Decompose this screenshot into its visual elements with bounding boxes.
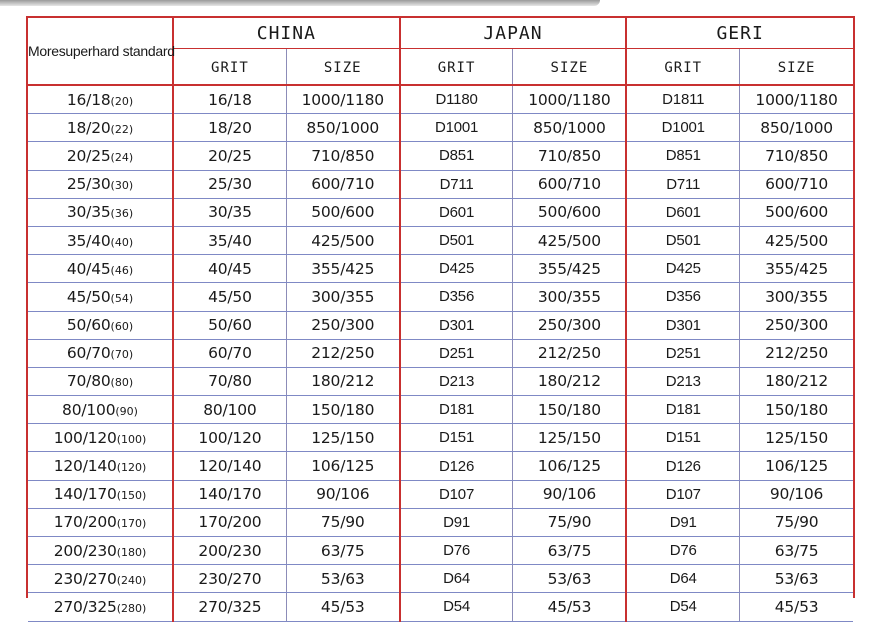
table-row [28, 85, 853, 114]
standard-equivalent: (240) [116, 573, 147, 587]
china-grit-cell: 140/170 [173, 480, 286, 508]
japan-grit-cell: D356 [400, 283, 513, 311]
standard-equivalent: (180) [116, 545, 147, 559]
geri-size-cell: 250/300 [740, 311, 853, 339]
table-row [28, 508, 853, 536]
japan-grit-cell: D64 [400, 565, 513, 593]
geri-size-cell: 75/90 [740, 508, 853, 536]
japan-size-cell: 106/125 [513, 452, 626, 480]
geri-grit-cell: D76 [626, 537, 739, 565]
china-size-cell: 180/212 [286, 367, 399, 395]
standard-header: Moresuperhard standard [28, 18, 173, 85]
geri-size-cell: 180/212 [740, 367, 853, 395]
standard-equivalent: (280) [116, 601, 147, 615]
japan-grit-cell: D213 [400, 367, 513, 395]
standard-equivalent: (40) [110, 235, 134, 249]
standard-equivalent: (150) [116, 489, 147, 503]
japan-grit-cell: D301 [400, 311, 513, 339]
standard-cell [28, 537, 173, 565]
china-size-cell: 300/355 [286, 283, 399, 311]
table-row [28, 565, 853, 593]
table-row [28, 114, 853, 142]
standard-value: 200/230 [53, 541, 117, 560]
china-size-cell: 45/53 [286, 593, 399, 621]
standard-equivalent: (20) [110, 94, 134, 108]
standard-value: 50/60 [66, 316, 111, 335]
standard-cell [28, 142, 173, 170]
table-row [28, 452, 853, 480]
table-row [28, 226, 853, 254]
geri-size-cell: 90/106 [740, 480, 853, 508]
standard-equivalent: (100) [116, 432, 147, 446]
standard-cell [28, 255, 173, 283]
japan-grit-cell: D425 [400, 255, 513, 283]
china-grit-cell: 30/35 [173, 198, 286, 226]
japan-grit-cell: D181 [400, 396, 513, 424]
standard-cell [28, 85, 173, 114]
geri-grit-cell: D151 [626, 424, 739, 452]
standard-equivalent: (24) [110, 150, 134, 164]
china-grit-cell: 120/140 [173, 452, 286, 480]
geri-size-header: SIZE [740, 49, 853, 86]
china-grit-header: GRIT [173, 49, 286, 86]
geri-size-cell: 63/75 [740, 537, 853, 565]
standard-equivalent: (80) [110, 376, 134, 390]
standard-value: 18/20 [66, 118, 111, 137]
standard-value: 70/80 [66, 372, 111, 391]
standard-value: 25/30 [66, 175, 111, 194]
geri-grit-cell: D425 [626, 255, 739, 283]
table-row [28, 593, 853, 621]
japan-grit-cell: D851 [400, 142, 513, 170]
standard-value: 30/35 [66, 203, 111, 222]
geri-size-cell: 150/180 [740, 396, 853, 424]
top-shadow [0, 0, 600, 6]
standard-value: 45/50 [66, 287, 111, 306]
standard-value: 40/45 [66, 259, 111, 278]
standard-cell [28, 367, 173, 395]
standard-cell [28, 170, 173, 198]
geri-grit-cell: D851 [626, 142, 739, 170]
japan-grit-cell: D76 [400, 537, 513, 565]
standard-cell [28, 226, 173, 254]
geri-grit-cell: D64 [626, 565, 739, 593]
standard-cell [28, 593, 173, 621]
geri-size-cell: 1000/1180 [740, 85, 853, 114]
standard-equivalent: (170) [116, 517, 147, 531]
geri-grit-cell: D1001 [626, 114, 739, 142]
standard-value: 35/40 [66, 231, 111, 250]
table-row [28, 480, 853, 508]
standard-cell [28, 283, 173, 311]
japan-grit-cell: D54 [400, 593, 513, 621]
standard-cell [28, 565, 173, 593]
japan-grit-cell: D107 [400, 480, 513, 508]
grit-size-table-frame [26, 16, 855, 616]
geri-grit-cell: D301 [626, 311, 739, 339]
japan-size-cell: 150/180 [513, 396, 626, 424]
china-grit-cell: 35/40 [173, 226, 286, 254]
japan-grit-cell: D501 [400, 226, 513, 254]
china-size-cell: 63/75 [286, 537, 399, 565]
geri-grit-cell: D601 [626, 198, 739, 226]
china-size-cell: 710/850 [286, 142, 399, 170]
china-size-cell: 75/90 [286, 508, 399, 536]
china-grit-cell: 230/270 [173, 565, 286, 593]
japan-size-cell: 355/425 [513, 255, 626, 283]
china-size-cell: 150/180 [286, 396, 399, 424]
china-size-cell: 355/425 [286, 255, 399, 283]
standard-cell [28, 198, 173, 226]
china-size-header: SIZE [286, 49, 399, 86]
standard-equivalent: (22) [110, 122, 134, 136]
geri-grit-cell: D1811 [626, 85, 739, 114]
china-grit-cell: 80/100 [173, 396, 286, 424]
geri-grit-cell: D711 [626, 170, 739, 198]
standard-equivalent: (30) [110, 179, 134, 193]
japan-grit-cell: D1180 [400, 85, 513, 114]
japan-grit-cell: D91 [400, 508, 513, 536]
china-grit-cell: 200/230 [173, 537, 286, 565]
china-grit-cell: 270/325 [173, 593, 286, 621]
japan-size-cell: 75/90 [513, 508, 626, 536]
geri-grit-cell: D501 [626, 226, 739, 254]
japan-size-cell: 600/710 [513, 170, 626, 198]
geri-size-cell: 425/500 [740, 226, 853, 254]
china-size-cell: 125/150 [286, 424, 399, 452]
standard-equivalent: (120) [116, 461, 147, 475]
geri-size-cell: 53/63 [740, 565, 853, 593]
standard-cell [28, 311, 173, 339]
geri-size-cell: 125/150 [740, 424, 853, 452]
table-row [28, 367, 853, 395]
standard-value: 120/140 [53, 457, 117, 476]
geri-header: GERI [626, 18, 853, 49]
japan-grit-cell: D601 [400, 198, 513, 226]
china-size-cell: 90/106 [286, 480, 399, 508]
geri-size-cell: 355/425 [740, 255, 853, 283]
geri-grit-cell: D54 [626, 593, 739, 621]
standard-value: 20/25 [66, 146, 111, 165]
japan-grit-cell: D711 [400, 170, 513, 198]
geri-size-cell: 850/1000 [740, 114, 853, 142]
japan-size-cell: 53/63 [513, 565, 626, 593]
standard-equivalent: (54) [110, 291, 134, 305]
japan-size-cell: 250/300 [513, 311, 626, 339]
japan-size-cell: 90/106 [513, 480, 626, 508]
table-row [28, 283, 853, 311]
japan-grit-cell: D251 [400, 339, 513, 367]
china-size-cell: 212/250 [286, 339, 399, 367]
table-row [28, 339, 853, 367]
china-size-cell: 53/63 [286, 565, 399, 593]
china-grit-cell: 18/20 [173, 114, 286, 142]
china-grit-cell: 70/80 [173, 367, 286, 395]
standard-equivalent: (60) [110, 320, 134, 334]
table-row [28, 255, 853, 283]
japan-size-cell: 63/75 [513, 537, 626, 565]
standard-value: 140/170 [53, 485, 117, 504]
geri-grit-cell: D356 [626, 283, 739, 311]
standard-cell [28, 452, 173, 480]
geri-size-cell: 500/600 [740, 198, 853, 226]
standard-cell [28, 339, 173, 367]
china-size-cell: 600/710 [286, 170, 399, 198]
japan-grit-cell: D151 [400, 424, 513, 452]
geri-grit-cell: D107 [626, 480, 739, 508]
japan-size-cell: 500/600 [513, 198, 626, 226]
china-grit-cell: 40/45 [173, 255, 286, 283]
japan-header: JAPAN [400, 18, 627, 49]
china-size-cell: 106/125 [286, 452, 399, 480]
standard-cell [28, 114, 173, 142]
table-row [28, 142, 853, 170]
table-row [28, 170, 853, 198]
grit-size-table [28, 18, 853, 622]
standard-value: 16/18 [66, 90, 111, 109]
table-row [28, 537, 853, 565]
china-grit-cell: 100/120 [173, 424, 286, 452]
geri-size-cell: 45/53 [740, 593, 853, 621]
geri-grit-cell: D251 [626, 339, 739, 367]
japan-size-cell: 180/212 [513, 367, 626, 395]
japan-size-cell: 125/150 [513, 424, 626, 452]
china-size-cell: 1000/1180 [286, 85, 399, 114]
china-grit-cell: 50/60 [173, 311, 286, 339]
china-size-cell: 500/600 [286, 198, 399, 226]
china-size-cell: 425/500 [286, 226, 399, 254]
standard-cell [28, 396, 173, 424]
china-grit-cell: 60/70 [173, 339, 286, 367]
standard-cell [28, 480, 173, 508]
japan-grit-header: GRIT [400, 49, 513, 86]
standard-equivalent: (90) [115, 404, 138, 418]
table-row [28, 198, 853, 226]
standard-value: 230/270 [53, 569, 117, 588]
japan-size-cell: 45/53 [513, 593, 626, 621]
japan-size-cell: 300/355 [513, 283, 626, 311]
standard-equivalent: (36) [110, 207, 134, 221]
geri-size-cell: 300/355 [740, 283, 853, 311]
geri-size-cell: 600/710 [740, 170, 853, 198]
table-row [28, 396, 853, 424]
geri-grit-header: GRIT [626, 49, 739, 86]
geri-grit-cell: D181 [626, 396, 739, 424]
japan-size-cell: 710/850 [513, 142, 626, 170]
geri-grit-cell: D213 [626, 367, 739, 395]
japan-size-header: SIZE [513, 49, 626, 86]
table-row [28, 424, 853, 452]
standard-equivalent: (70) [110, 348, 134, 362]
standard-equivalent: (46) [110, 263, 134, 277]
geri-size-cell: 212/250 [740, 339, 853, 367]
china-grit-cell: 20/25 [173, 142, 286, 170]
japan-size-cell: 212/250 [513, 339, 626, 367]
standard-value: 100/120 [53, 428, 117, 447]
china-grit-cell: 170/200 [173, 508, 286, 536]
japan-size-cell: 850/1000 [513, 114, 626, 142]
geri-grit-cell: D91 [626, 508, 739, 536]
standard-value: 60/70 [66, 344, 111, 363]
china-grit-cell: 25/30 [173, 170, 286, 198]
table-row [28, 311, 853, 339]
geri-grit-cell: D126 [626, 452, 739, 480]
japan-grit-cell: D126 [400, 452, 513, 480]
china-grit-cell: 16/18 [173, 85, 286, 114]
china-size-cell: 250/300 [286, 311, 399, 339]
geri-size-cell: 710/850 [740, 142, 853, 170]
japan-grit-cell: D1001 [400, 114, 513, 142]
standard-value: 80/100 [62, 400, 116, 419]
china-header: CHINA [173, 18, 400, 49]
japan-size-cell: 425/500 [513, 226, 626, 254]
china-grit-cell: 45/50 [173, 283, 286, 311]
standard-cell [28, 424, 173, 452]
standard-cell [28, 508, 173, 536]
standard-value: 170/200 [53, 513, 117, 532]
china-size-cell: 850/1000 [286, 114, 399, 142]
standard-value: 270/325 [53, 597, 117, 616]
geri-size-cell: 106/125 [740, 452, 853, 480]
japan-size-cell: 1000/1180 [513, 85, 626, 114]
